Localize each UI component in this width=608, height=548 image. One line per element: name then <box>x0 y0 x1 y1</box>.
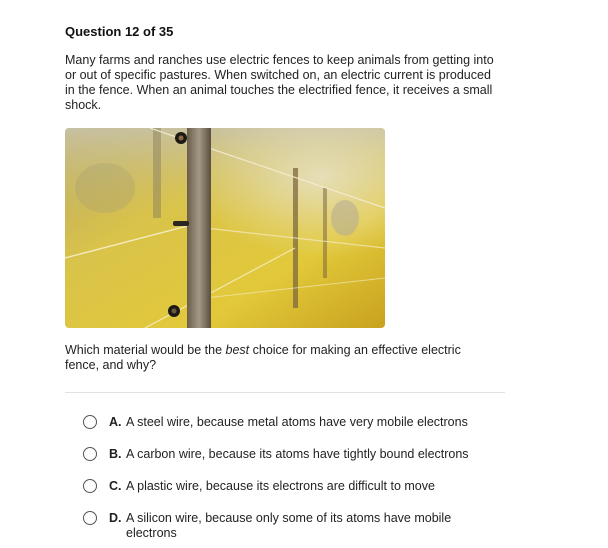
prompt-text-end: choice for making an effective electric fence, and why? <box>65 343 461 372</box>
electric-fence-photo <box>65 128 385 328</box>
option-letter: B. <box>109 447 122 461</box>
option-text: A silicon wire, because only some of its atoms have mobile electrons <box>126 511 452 540</box>
prompt-emphasis: best <box>225 343 250 357</box>
option-letter: A. <box>109 415 122 429</box>
option-text: A steel wire, because metal atoms have very mobile electrons <box>126 415 468 429</box>
question-passage: Many farms and ranches use electric fences to keep animals from getting into or out of specific pastures. When switched on, an electric current is produced in the fence. When an animal touches the electrified fence, it receives a small shock. <box>65 53 494 112</box>
option-b[interactable] <box>83 445 486 462</box>
option-text: A plastic wire, because its electrons are difficult to move <box>126 479 435 493</box>
question-number: Question 12 of 35 <box>65 24 174 39</box>
prompt-text-start: Which material would be the <box>65 343 226 357</box>
radio-button-b[interactable] <box>83 447 97 461</box>
option-letter: C. <box>109 479 122 493</box>
question-prompt <box>65 343 495 373</box>
divider <box>65 392 505 393</box>
radio-button-a[interactable] <box>83 415 97 429</box>
option-d[interactable] <box>83 509 466 541</box>
option-c[interactable] <box>83 477 486 494</box>
option-letter: D. <box>109 511 122 525</box>
radio-button-d[interactable] <box>83 511 97 525</box>
radio-button-c[interactable] <box>83 479 97 493</box>
option-a[interactable] <box>83 413 486 430</box>
option-text: A carbon wire, because its atoms have tightly bound electrons <box>126 447 469 461</box>
